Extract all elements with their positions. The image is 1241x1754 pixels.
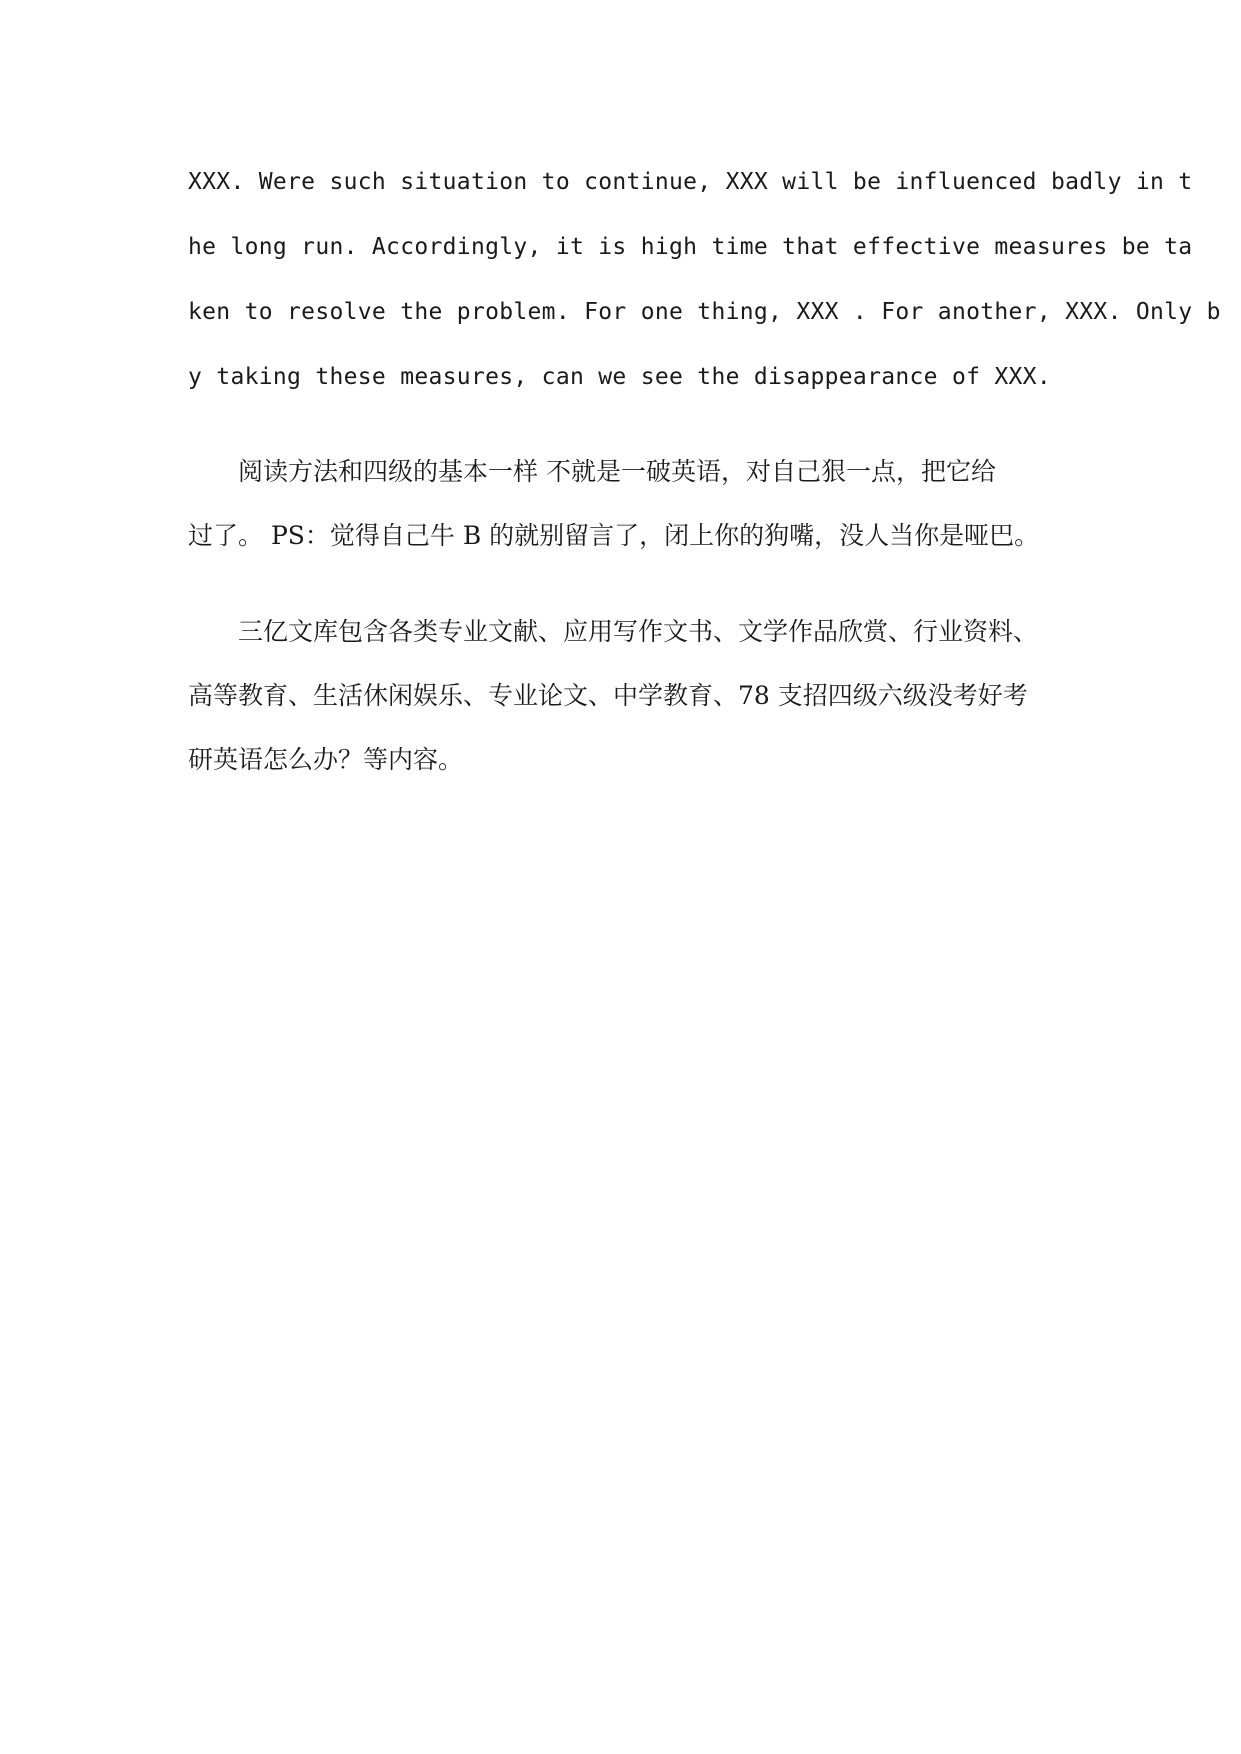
paragraph-reading-method	[188, 440, 1058, 568]
paragraph-line: y taking these measures, can we see the disappearance of XXX.	[188, 364, 1051, 390]
paragraph-library-description	[188, 600, 1058, 792]
paragraph-line: ken to resolve the problem. For one thing, XXX . For another, XXX. Only b	[188, 299, 1221, 325]
paragraph-line: 过了。 PS：觉得自己牛 B 的就别留言了，闭上你的狗嘴，没人当你是哑巴。	[188, 521, 1040, 550]
paragraph-line: XXX. Were such situation to continue, XXX will be influenced badly in t	[188, 169, 1193, 195]
paragraph-line: 三亿文库包含各类专业文献、应用写作文书、文学作品欣赏、行业资料、	[238, 617, 1039, 646]
paragraph-line: 研英语怎么办？等内容。	[188, 745, 464, 774]
paragraph-english	[188, 150, 1221, 410]
paragraph-line: 阅读方法和四级的基本一样 不就是一破英语，对自己狠一点，把它给	[238, 457, 996, 486]
paragraph-line: 高等教育、生活休闲娱乐、专业论文、中学教育、78 支招四级六级没考好考	[188, 681, 1028, 710]
paragraph-line: he long run. Accordingly, it is high time that effective measures be ta	[188, 234, 1193, 260]
